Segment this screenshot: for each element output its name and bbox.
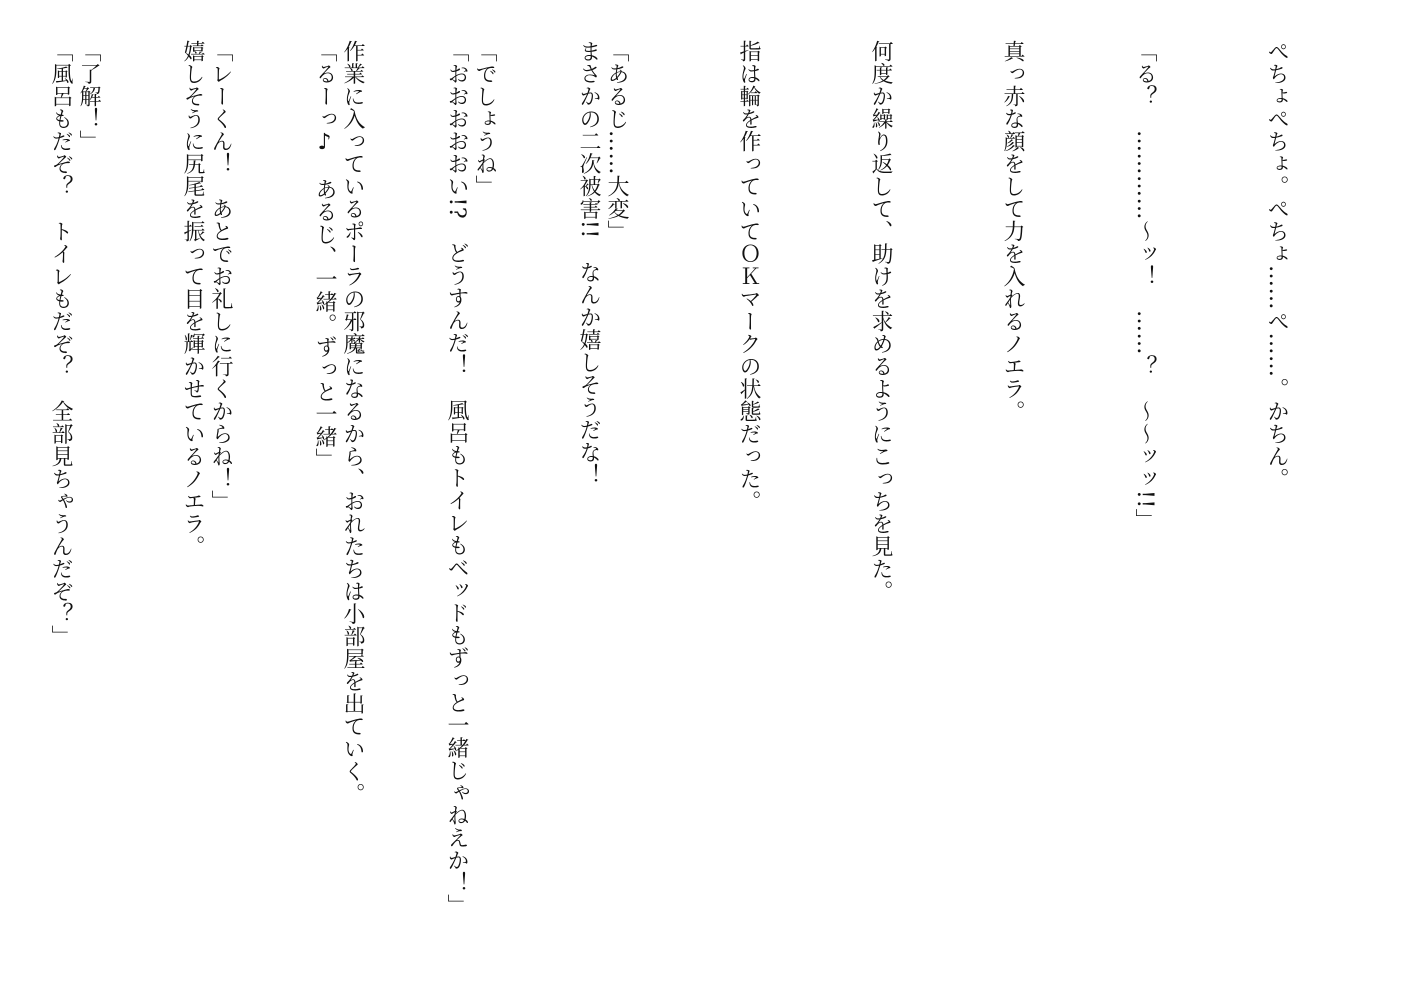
text-line: 真っ赤な顔をして力を入れるノエラ。 <box>1000 40 1025 423</box>
text-line: 「レーくん！ あとでお礼しに行くからね！」 <box>208 40 233 513</box>
text-line: 「了解！」 <box>76 40 101 153</box>
text-line: ぺちょぺちょ。ぺちょ……ぺ……。かちん。 <box>1264 40 1289 490</box>
text-line: まさかの二次被害!! なんか嬉しそうだな！ <box>576 40 601 487</box>
text-line: 何度か繰り返して、助けを求めるようにこっちを見た。 <box>868 40 893 603</box>
text-line: 「風呂もだぞ？ トイレもだぞ？ 全部見ちゃうんだぞ？」 <box>48 40 73 648</box>
text-line: 「でしょうね」 <box>472 40 497 198</box>
text-line: 「あるじ……大変」 <box>604 40 629 243</box>
text-line: 「おおおおおい!? どうすんだ！ 風呂もトイレもベッドもずっと一緒じゃねえか！」 <box>444 40 469 917</box>
text-line: 「る？ …………～ッ！ ……？ ～～ッッ!!」 <box>1132 40 1157 532</box>
text-line: 嬉しそうに尻尾を振って目を輝かせているノエラ。 <box>180 40 205 558</box>
left-text-column <box>18 40 698 970</box>
text-line: 「るーっ♪ あるじ、一緒。ずっと一緒」 <box>312 40 337 471</box>
text-line: 指は輪を作っていてＯＫマークの状態だった。 <box>736 40 761 513</box>
text-line: 作業に入っているポーラの邪魔になるから、おれたちは小部屋を出ていく。 <box>340 40 365 805</box>
